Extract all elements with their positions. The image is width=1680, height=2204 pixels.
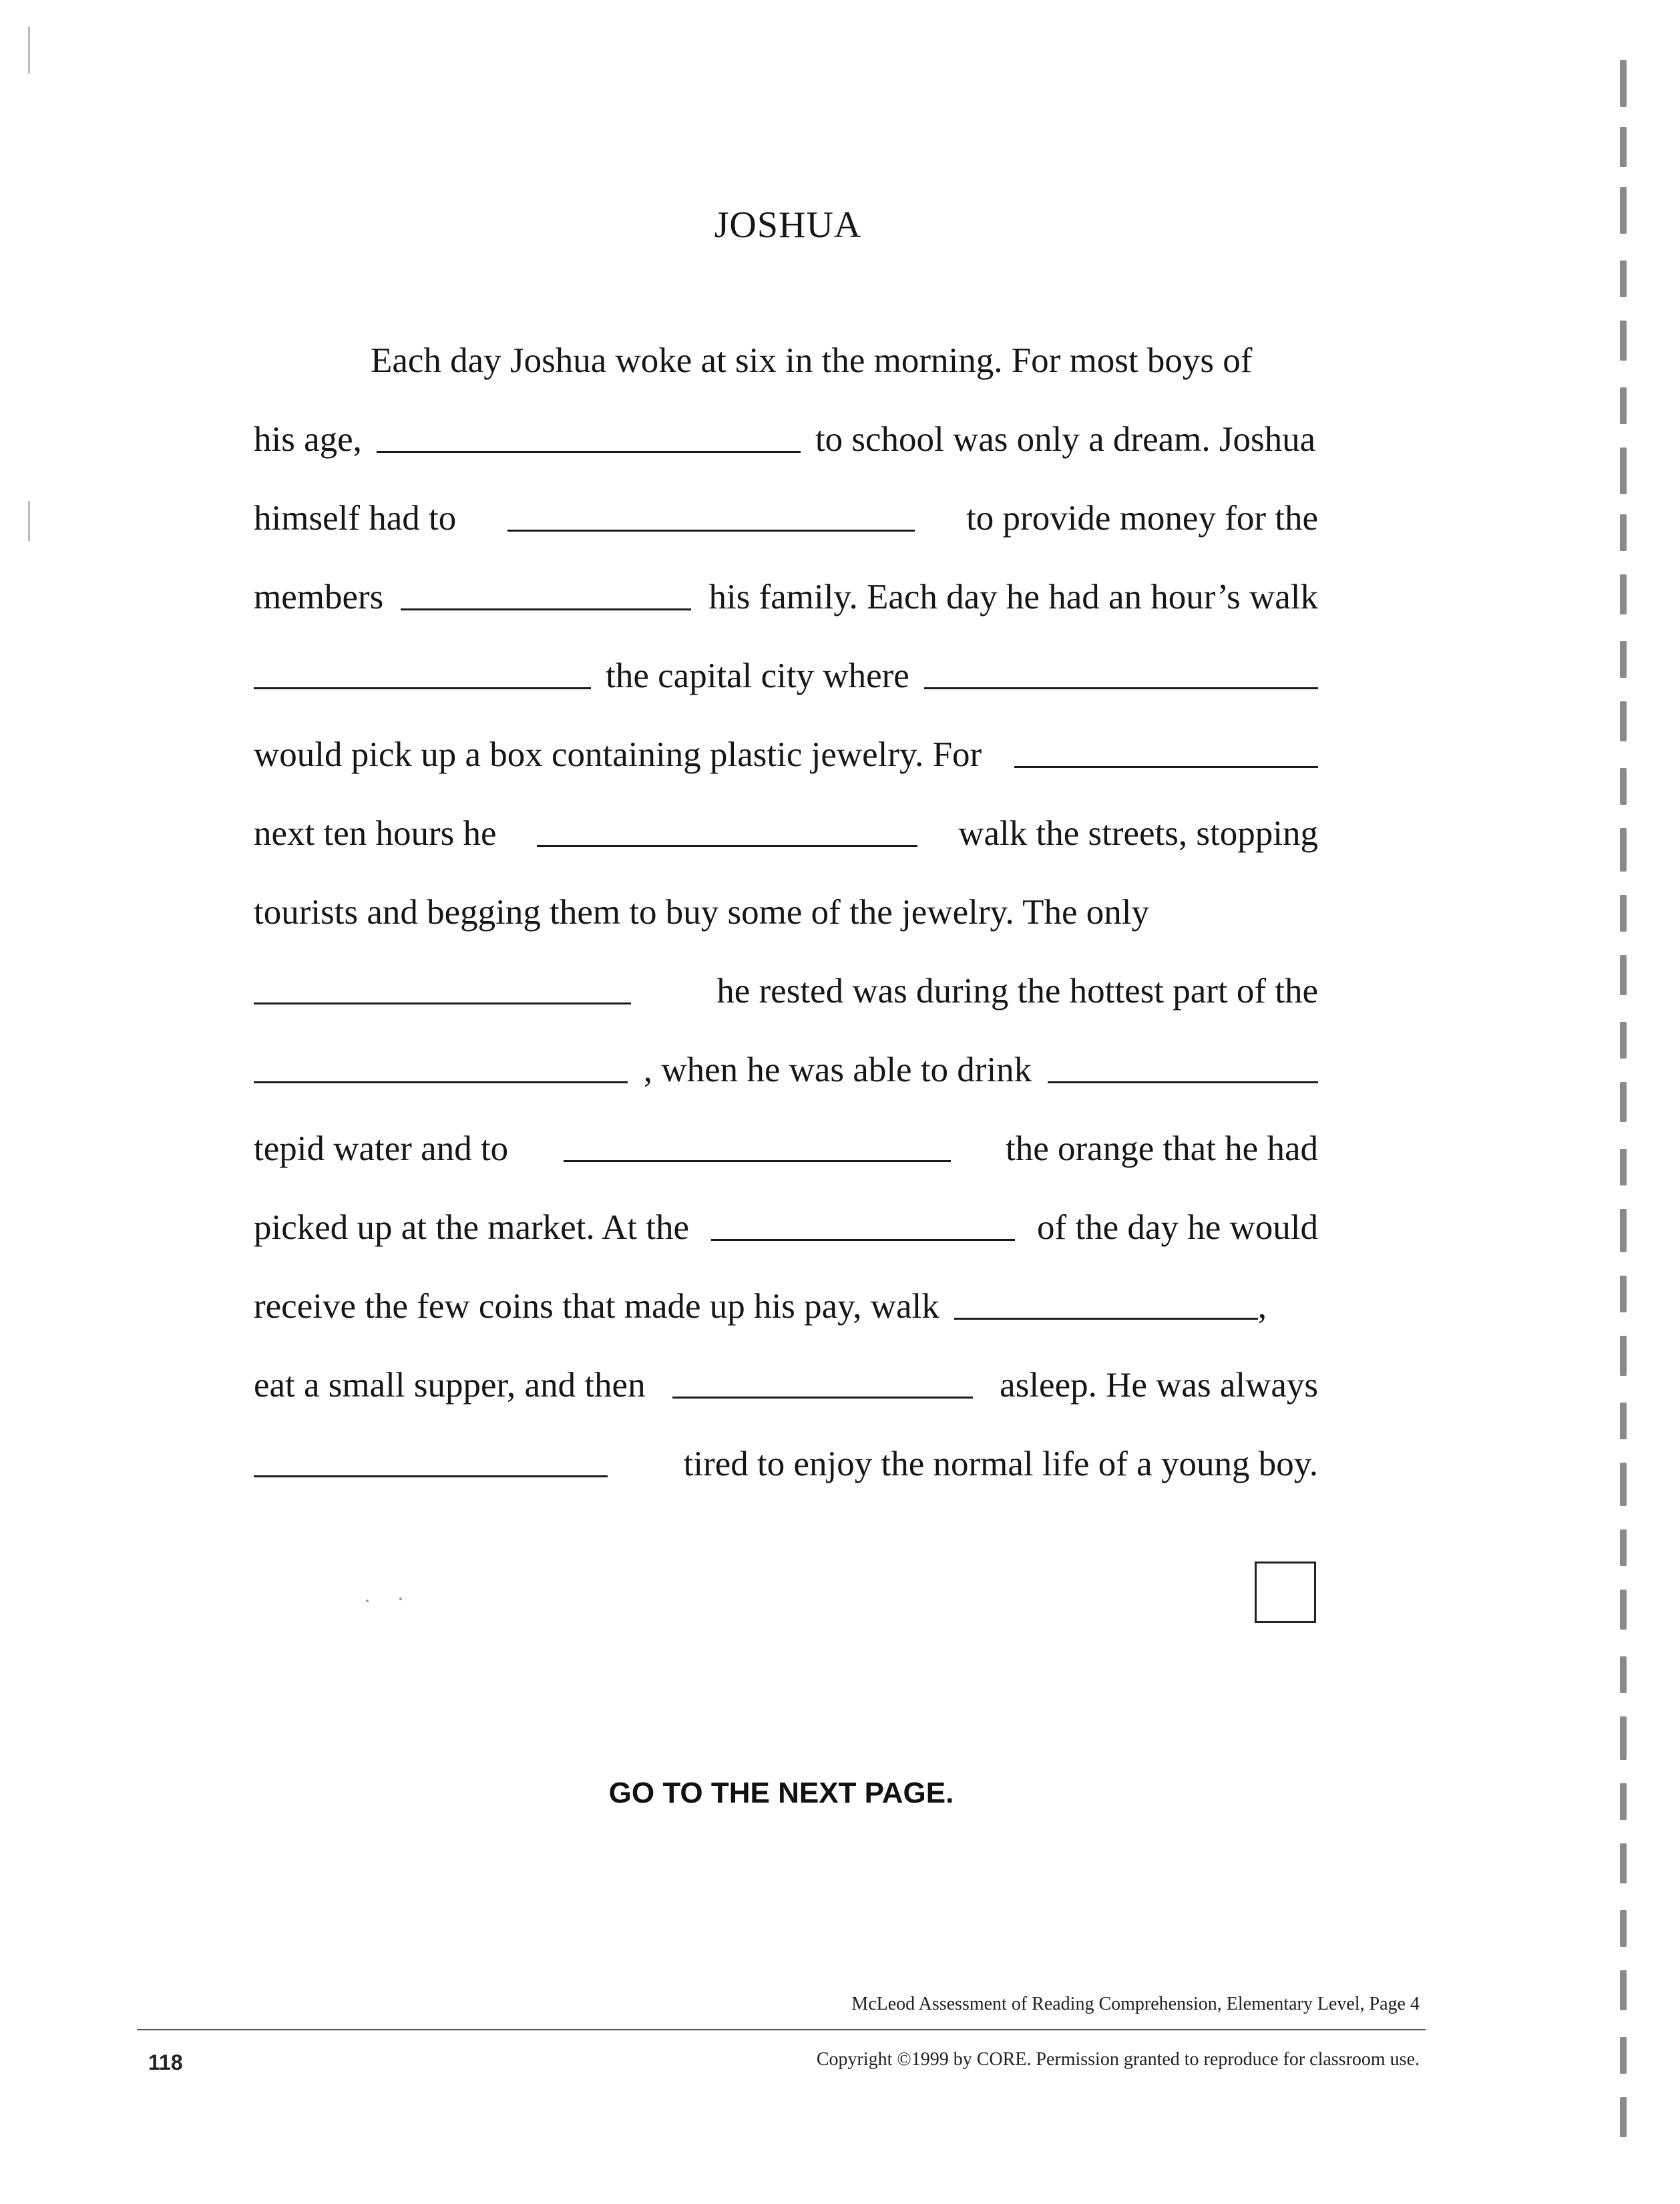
answer-blank[interactable]: [401, 608, 691, 610]
passage-text: members: [254, 578, 384, 616]
answer-blank[interactable]: [1048, 1081, 1318, 1083]
answer-blank[interactable]: [254, 687, 591, 689]
passage-line: [254, 1122, 1318, 1175]
footer-source: McLeod Assessment of Reading Comprehension, Elementary Level, Page 4: [851, 1994, 1420, 2014]
page-number: 118: [148, 2050, 183, 2074]
passage-line: [254, 1201, 1318, 1254]
passage-line: [254, 334, 1318, 387]
passage-text: picked up at the market. At the: [254, 1208, 689, 1247]
answer-blank[interactable]: [377, 451, 801, 453]
answer-blank[interactable]: [672, 1397, 973, 1399]
answer-blank[interactable]: [507, 530, 915, 532]
scan-edge-mark: [28, 27, 30, 73]
score-box[interactable]: [1255, 1562, 1316, 1623]
answer-blank[interactable]: [564, 1160, 951, 1162]
passage-text: eat a small supper, and then: [254, 1366, 646, 1405]
answer-blank[interactable]: [954, 1318, 1258, 1320]
answer-blank[interactable]: [254, 1002, 631, 1004]
passage-text: the orange that he had: [1006, 1129, 1318, 1168]
passage-line: [254, 1437, 1318, 1491]
passage-text: tourists and begging them to buy some of the jewelry. The only: [254, 893, 1149, 932]
answer-blank[interactable]: [924, 687, 1318, 689]
answer-blank[interactable]: [537, 845, 917, 847]
passage-line: [254, 1358, 1318, 1412]
answer-blank[interactable]: [254, 1081, 628, 1083]
passage-text: to provide money for the: [966, 499, 1318, 538]
scan-speck: [366, 1600, 369, 1602]
passage-text: tepid water and to: [254, 1129, 509, 1168]
passage-text: of the day he would: [1037, 1208, 1318, 1247]
binder-edge: [1580, 40, 1680, 2164]
passage-line: [254, 1043, 1318, 1097]
passage-line: [254, 570, 1318, 624]
scan-edge-mark: [28, 501, 30, 541]
passage-line: [254, 728, 1318, 781]
answer-blank[interactable]: [1014, 766, 1318, 768]
passage-line: [254, 1280, 1318, 1333]
passage-text: next ten hours he: [254, 814, 497, 853]
passage-line: [254, 886, 1318, 939]
passage-text: would pick up a box containing plastic jewelry. For: [254, 735, 982, 774]
passage-text: to school was only a dream. Joshua: [815, 420, 1316, 459]
scan-speck: [399, 1598, 402, 1600]
passage-text: asleep. He was always: [1000, 1366, 1318, 1405]
answer-blank[interactable]: [254, 1475, 608, 1477]
copyright-notice: Copyright ©1999 by CORE. Permission granted to reproduce for classroom use.: [816, 2049, 1420, 2070]
passage-line: [254, 649, 1318, 703]
passage-text: , when he was able to drink: [643, 1051, 1032, 1089]
passage-line: [254, 492, 1318, 545]
passage-line: [254, 964, 1318, 1018]
passage-text: his age,: [254, 420, 362, 459]
passage-text: Each day Joshua woke at six in the morning. For most boys of: [371, 341, 1253, 380]
passage-text: receive the few coins that made up his pay, walk: [254, 1287, 939, 1326]
passage-text: himself had to: [254, 499, 457, 538]
passage-title: JOSHUA: [714, 204, 862, 246]
footer-divider: [137, 2029, 1426, 2030]
passage-line: [254, 413, 1318, 466]
passage-text: the capital city where: [606, 657, 909, 695]
passage-text: his family. Each day he had an hour’s walk: [708, 578, 1318, 616]
next-page-instruction: GO TO THE NEXT PAGE.: [608, 1777, 954, 1809]
passage-line: [254, 807, 1318, 860]
passage-text: he rested was during the hottest part of the: [716, 972, 1318, 1011]
passage-text: walk the streets, stopping: [958, 814, 1318, 853]
passage-text: ,: [1257, 1287, 1267, 1326]
answer-blank[interactable]: [711, 1239, 1015, 1241]
passage-text: tired to enjoy the normal life of a young boy.: [683, 1445, 1318, 1483]
